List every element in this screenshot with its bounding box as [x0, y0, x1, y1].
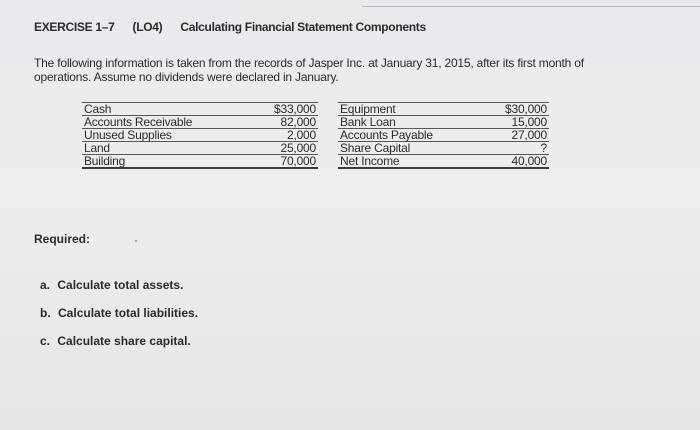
left-label: Accounts Receivable	[82, 116, 266, 129]
top-rule	[362, 6, 700, 7]
item-marker: b.	[40, 306, 51, 320]
left-amount: 2,000	[266, 129, 318, 142]
speck	[135, 240, 137, 242]
right-amount: ?	[497, 142, 549, 155]
right-amount: 27,000	[497, 129, 549, 142]
list-item	[40, 306, 202, 334]
left-amount: 25,000	[266, 142, 318, 155]
left-amount: 70,000	[266, 155, 318, 169]
left-label: Cash	[82, 103, 266, 116]
intro-paragraph: The following information is taken from the records of Jasper Inc. at January 31, 2015, after its first month of operations. Assume no dividends were declared in January.	[34, 56, 584, 84]
item-marker: c.	[40, 334, 51, 348]
exercise-title: Calculating Financial Statement Components	[180, 20, 426, 34]
right-amount: $30,000	[497, 103, 549, 116]
left-label: Land	[82, 142, 266, 155]
table-row	[82, 103, 549, 116]
table-row	[82, 142, 549, 155]
exercise-number: EXERCISE 1–7	[34, 20, 115, 34]
item-marker: a.	[40, 278, 51, 292]
right-label: Net Income	[338, 155, 497, 169]
right-amount: 15,000	[497, 116, 549, 129]
item-text: Calculate total liabilities.	[58, 306, 199, 320]
right-label: Bank Loan	[338, 116, 497, 129]
table-row	[82, 155, 549, 169]
table-row	[82, 116, 549, 129]
left-amount: $33,000	[266, 103, 318, 116]
exercise-header	[34, 20, 441, 34]
right-label: Share Capital	[338, 142, 497, 155]
ledger-table	[82, 102, 549, 169]
item-text: Calculate share capital.	[57, 334, 191, 348]
list-item	[40, 334, 202, 362]
required-heading: Required:	[34, 232, 91, 246]
table-row	[82, 129, 549, 142]
left-label: Unused Supplies	[82, 129, 266, 142]
right-label: Accounts Payable	[338, 129, 497, 142]
learning-objective: (LO4)	[132, 20, 163, 34]
right-amount: 40,000	[497, 155, 549, 169]
list-item	[40, 278, 202, 306]
item-text: Calculate total assets.	[57, 278, 184, 292]
right-label: Equipment	[338, 103, 497, 116]
left-label: Building	[82, 155, 266, 169]
left-amount: 82,000	[266, 116, 318, 129]
required-list	[40, 278, 202, 362]
